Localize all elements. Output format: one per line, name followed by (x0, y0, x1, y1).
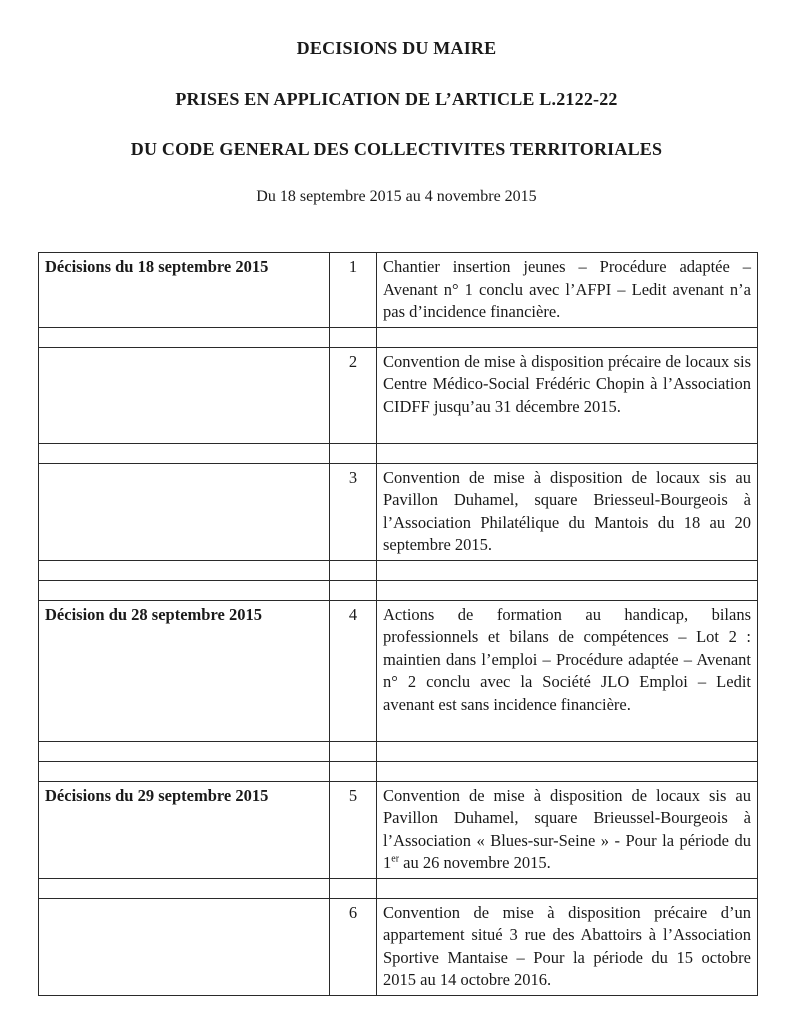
decision-text: Convention de mise à disposition de locaux sis au Pavillon Duhamel, square Briesseul-Bourgeois à l’Association Philatélique du Mantois du 18 au 20 septembre 2015. (377, 463, 758, 560)
spacer-row (39, 741, 758, 761)
decision-date: Décisions du 18 septembre 2015 (39, 253, 330, 328)
decision-text: Convention de mise à disposition précaire de locaux sis Centre Médico-Social Frédéric Chopin à l’Association CIDFF jusqu’au 31 décembre 2015. (377, 347, 758, 443)
spacer-row (39, 761, 758, 781)
decision-date (39, 463, 330, 560)
decision-number: 4 (330, 600, 377, 741)
decision-number: 3 (330, 463, 377, 560)
header-period: Du 18 septembre 2015 au 4 novembre 2015 (256, 188, 537, 205)
decision-date: Décision du 28 septembre 2015 (39, 600, 330, 741)
decisions-table (38, 252, 758, 996)
decision-date: Décisions du 29 septembre 2015 (39, 781, 330, 878)
decision-number: 6 (330, 898, 377, 995)
decision-text-end: au 26 novembre 2015. (399, 853, 551, 872)
decision-text (377, 781, 758, 878)
decision-text: Chantier insertion jeunes – Procédure adaptée – Avenant n° 1 conclu avec l’AFPI – Ledit avenant n’a pas d’incidence financière. (377, 253, 758, 328)
table-row (39, 347, 758, 443)
table-row (39, 463, 758, 560)
decision-text: Convention de mise à disposition précaire d’un appartement situé 3 rue des Abattoirs à l’Association Sportive Mantaise – Pour la période du 15 octobre 2015 au 14 octobre 2016. (377, 898, 758, 995)
decision-date (39, 898, 330, 995)
table-row (39, 600, 758, 741)
header-code: DU CODE GENERAL DES COLLECTIVITES TERRITORIALES (130, 139, 663, 159)
spacer-row (39, 878, 758, 898)
spacer-row (39, 327, 758, 347)
table-row (39, 253, 758, 328)
spacer-row (39, 443, 758, 463)
decision-number: 5 (330, 781, 377, 878)
header-article: PRISES EN APPLICATION DE L’ARTICLE L.2122-22 (175, 89, 618, 109)
decision-number: 2 (330, 347, 377, 443)
decision-date (39, 347, 330, 443)
table-row (39, 898, 758, 995)
decision-text: Actions de formation au handicap, bilans professionnels et bilans de compétences – Lot 2 : maintien dans l’emploi – Procédure adaptée – Avenant n° 2 conclu avec la Société JLO Emploi – Ledit avenant est sans incidence financière. (377, 600, 758, 741)
table-row (39, 781, 758, 878)
decision-text-main: Convention de mise à disposition de locaux sis au Pavillon Duhamel, square Brieussel-Bourgeois à l’Association « Blues-sur-Seine » - Pour la période du 1 (383, 785, 751, 872)
spacer-row (39, 560, 758, 580)
spacer-row (39, 580, 758, 600)
decision-number: 1 (330, 253, 377, 328)
header-title: DECISIONS DU MAIRE (296, 38, 497, 58)
ordinal-superscript: er (391, 853, 400, 865)
